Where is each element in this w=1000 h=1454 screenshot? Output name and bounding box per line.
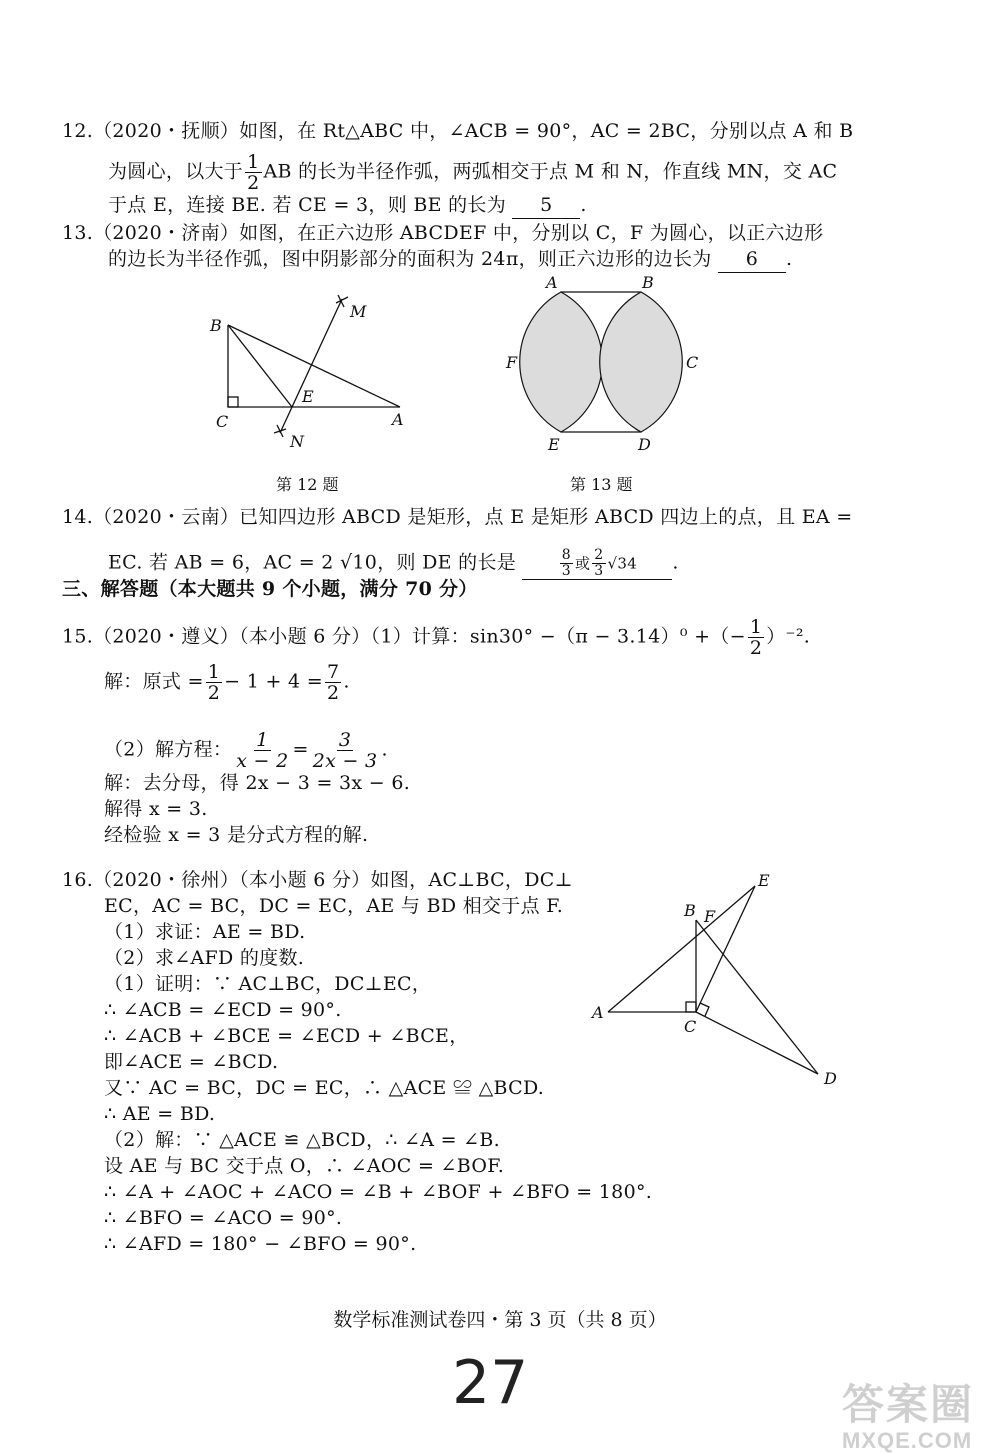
fig16-label-b: B [684, 901, 696, 920]
page-footer: 数学标准测试卷四・第 3 页（共 8 页） [333, 1309, 667, 1331]
section-3-heading: 三、解答题（本大题共 9 个小题，满分 70 分） [62, 578, 478, 600]
fig16-label-e: E [758, 871, 770, 890]
fig16-label-a: A [592, 1003, 604, 1022]
q16-line-3: （2）求∠AFD 的度数. [104, 947, 305, 969]
fig13-label-a: A [546, 273, 558, 292]
watermark [842, 1372, 974, 1454]
fig16-label-d: D [824, 1069, 837, 1088]
q14-ans2-tail: √34 [607, 554, 638, 573]
q15-sol1-f-num: 1 [207, 661, 221, 683]
fig16-label-c: C [684, 1017, 697, 1036]
handwritten-page-number: 27 [452, 1348, 529, 1418]
figure-16 [580, 860, 850, 1100]
q15-sol1-frac [206, 662, 222, 703]
q15-p2-r-num: 3 [338, 729, 352, 751]
q16-line-2: （1）求证：AE = BD. [104, 921, 306, 943]
fig12-label-c: C [216, 412, 229, 431]
q15-p2-left [234, 730, 290, 771]
q14-answer-frac1 [560, 548, 573, 579]
q15-p2-l-num: 1 [256, 729, 269, 751]
q16-line-14: ∴ ∠AFD = 180° − ∠BFO = 90°. [104, 1233, 417, 1255]
q13-line1: 13.（2020・济南）如图，在正六边形 ABCDEF 中，分别以 C，F 为圆心，以正六边形 [62, 222, 824, 244]
q14-ans-den: 3 [561, 563, 571, 579]
fig13-label-c: C [686, 353, 699, 372]
fig12-caption: 第 12 题 [276, 475, 339, 494]
q16-line-9: ∴ AE = BD. [104, 1103, 216, 1125]
q12-fraction [245, 152, 261, 193]
q14-answer-blank [522, 548, 672, 580]
q14-ans-num: 8 [561, 547, 571, 563]
q12-frac-den: 2 [247, 172, 260, 194]
q15-frac1 [748, 617, 764, 658]
q15-p2-r-den: 2x − 3 [312, 750, 378, 772]
q13-line2: 的边长为半径作弧，图中阴影部分的面积为 24π，则正六边形的边长为 6 . [108, 246, 792, 273]
fig16-label-f: F [704, 907, 716, 926]
q16-line-7: 即∠ACE = ∠BCD. [104, 1051, 279, 1073]
q15-solution1 [104, 662, 350, 703]
q16-line-6: ∴ ∠ACB + ∠BCE = ∠ECD + ∠BCE， [104, 1025, 469, 1047]
fig12-label-e: E [302, 387, 314, 406]
q14-line1: 14.（2020・云南）已知四边形 ABCD 是矩形，点 E 是矩形 ABCD 四边上的点，且 EA = [62, 506, 853, 528]
q14-ans2-num: 2 [594, 547, 604, 563]
q16-line-4: （1）证明：∵ AC⊥BC，DC⊥EC， [104, 973, 432, 995]
q15-sol1-result [325, 662, 341, 703]
q16-line-1: EC，AC = BC，DC = EC，AE 与 BD 相交于点 F. [104, 895, 564, 917]
fig12-label-b: B [210, 316, 222, 335]
q13-answer-blank: 6 [718, 246, 786, 273]
q15-p2-eq: = [292, 738, 309, 761]
q16-line-13: ∴ ∠BFO = ∠ACO = 90°. [104, 1207, 343, 1229]
q12-line2-post: AB 的长为半径作弧，两弧相交于点 M 和 N，作直线 MN，交 AC [263, 160, 838, 183]
q15-line1-text: 15.（2020・遵义）（本小题 6 分）（1）计算：sin30° −（π − 3.14）⁰ +（− [62, 625, 746, 648]
q15-p2-pre: （2）解方程： [104, 738, 233, 761]
q15-p2-right [311, 730, 380, 771]
fig12-label-m: M [350, 302, 367, 321]
q12-line1: 12.（2020・抚顺）如图，在 Rt△ABC 中，∠ACB = 90°，AC = 2BC，分别以点 A 和 B [62, 120, 854, 142]
q12-line2-pre: 为圆心，以大于 [108, 160, 244, 183]
q15-f1-den: 2 [749, 637, 763, 659]
q15-sol1-tail: . [343, 670, 350, 693]
q15-s2-line1: 解：去分母，得 2x − 3 = 3x − 6. [104, 772, 411, 794]
q14-ans2-den: 3 [594, 563, 604, 579]
q15-p2-tail: . [381, 738, 388, 761]
q15-line1 [62, 617, 810, 658]
q14-line2-text: EC. 若 AB = 6，AC = 2 √10，则 DE 的长是 [108, 551, 517, 574]
q12-line3-text: 于点 E，连接 BE. 若 CE = 3，则 BE 的长为 [108, 194, 507, 216]
q15-sol1-r-num: 7 [326, 661, 340, 683]
q15-sol1-r-den: 2 [326, 682, 340, 704]
fig13-label-f: F [506, 353, 518, 372]
q13-line2-text: 的边长为半径作弧，图中阴影部分的面积为 24π，则正六边形的边长为 [108, 248, 712, 270]
fig13-label-e: E [548, 435, 560, 454]
q15-part2 [104, 730, 388, 771]
q15-s2-line2: 解得 x = 3. [104, 798, 208, 820]
q16-line-10: （2）解：∵ △ACE ≌ △BCD，∴ ∠A = ∠B. [104, 1129, 500, 1151]
q12-line2 [108, 152, 837, 193]
fig13-caption: 第 13 题 [570, 475, 633, 494]
q14-ans-mid: 或 [574, 554, 591, 573]
fig13-label-d: D [638, 435, 651, 454]
watermark-url: MXQE.COM [842, 1428, 973, 1453]
q16-line-0: 16.（2020・徐州）（本小题 6 分）如图，AC⊥BC，DC⊥ [62, 869, 573, 891]
q16-line-5: ∴ ∠ACB = ∠ECD = 90°. [104, 999, 342, 1021]
fig13-label-b: B [642, 273, 654, 292]
q12-line3: 于点 E，连接 BE. 若 CE = 3，则 BE 的长为 5 . [108, 192, 587, 219]
q14-answer-frac2 [592, 548, 605, 579]
watermark-logo: 答案圈 [842, 1381, 975, 1428]
figure-12 [200, 285, 430, 460]
q16-line-11: 设 AE 与 BC 交于点 O，∴ ∠AOC = ∠BOF. [104, 1155, 505, 1177]
q12-frac-num: 1 [247, 151, 260, 173]
q15-s2-line3: 经检验 x = 3 是分式方程的解. [104, 824, 369, 846]
fig12-label-a: A [392, 410, 404, 429]
q16-line-8: 又∵ AC = BC，DC = EC，∴ △ACE ≌ △BCD. [104, 1077, 545, 1099]
figure-13 [498, 270, 708, 460]
q15-f1-num: 1 [749, 616, 763, 638]
q15-sol1-mid: − 1 + 4 = [224, 670, 323, 693]
q15-sol1-pre: 解：原式 = [104, 670, 204, 693]
fig12-label-n: N [290, 432, 304, 451]
q15-sol1-f-den: 2 [207, 682, 221, 704]
q16-line-12: ∴ ∠A + ∠AOC + ∠ACO = ∠B + ∠BOF + ∠BFO = 180°. [104, 1181, 653, 1203]
q15-p2-l-den: x − 2 [236, 750, 289, 772]
q15-line1-tail: ）⁻². [766, 625, 811, 648]
q14-line2: EC. 若 AB = 6，AC = 2 √10，则 DE 的长是 $\frac{8}{3}$ 或 $\frac{2}{3}$ √34 . [108, 547, 679, 579]
q12-answer-blank: 5 [512, 192, 580, 219]
